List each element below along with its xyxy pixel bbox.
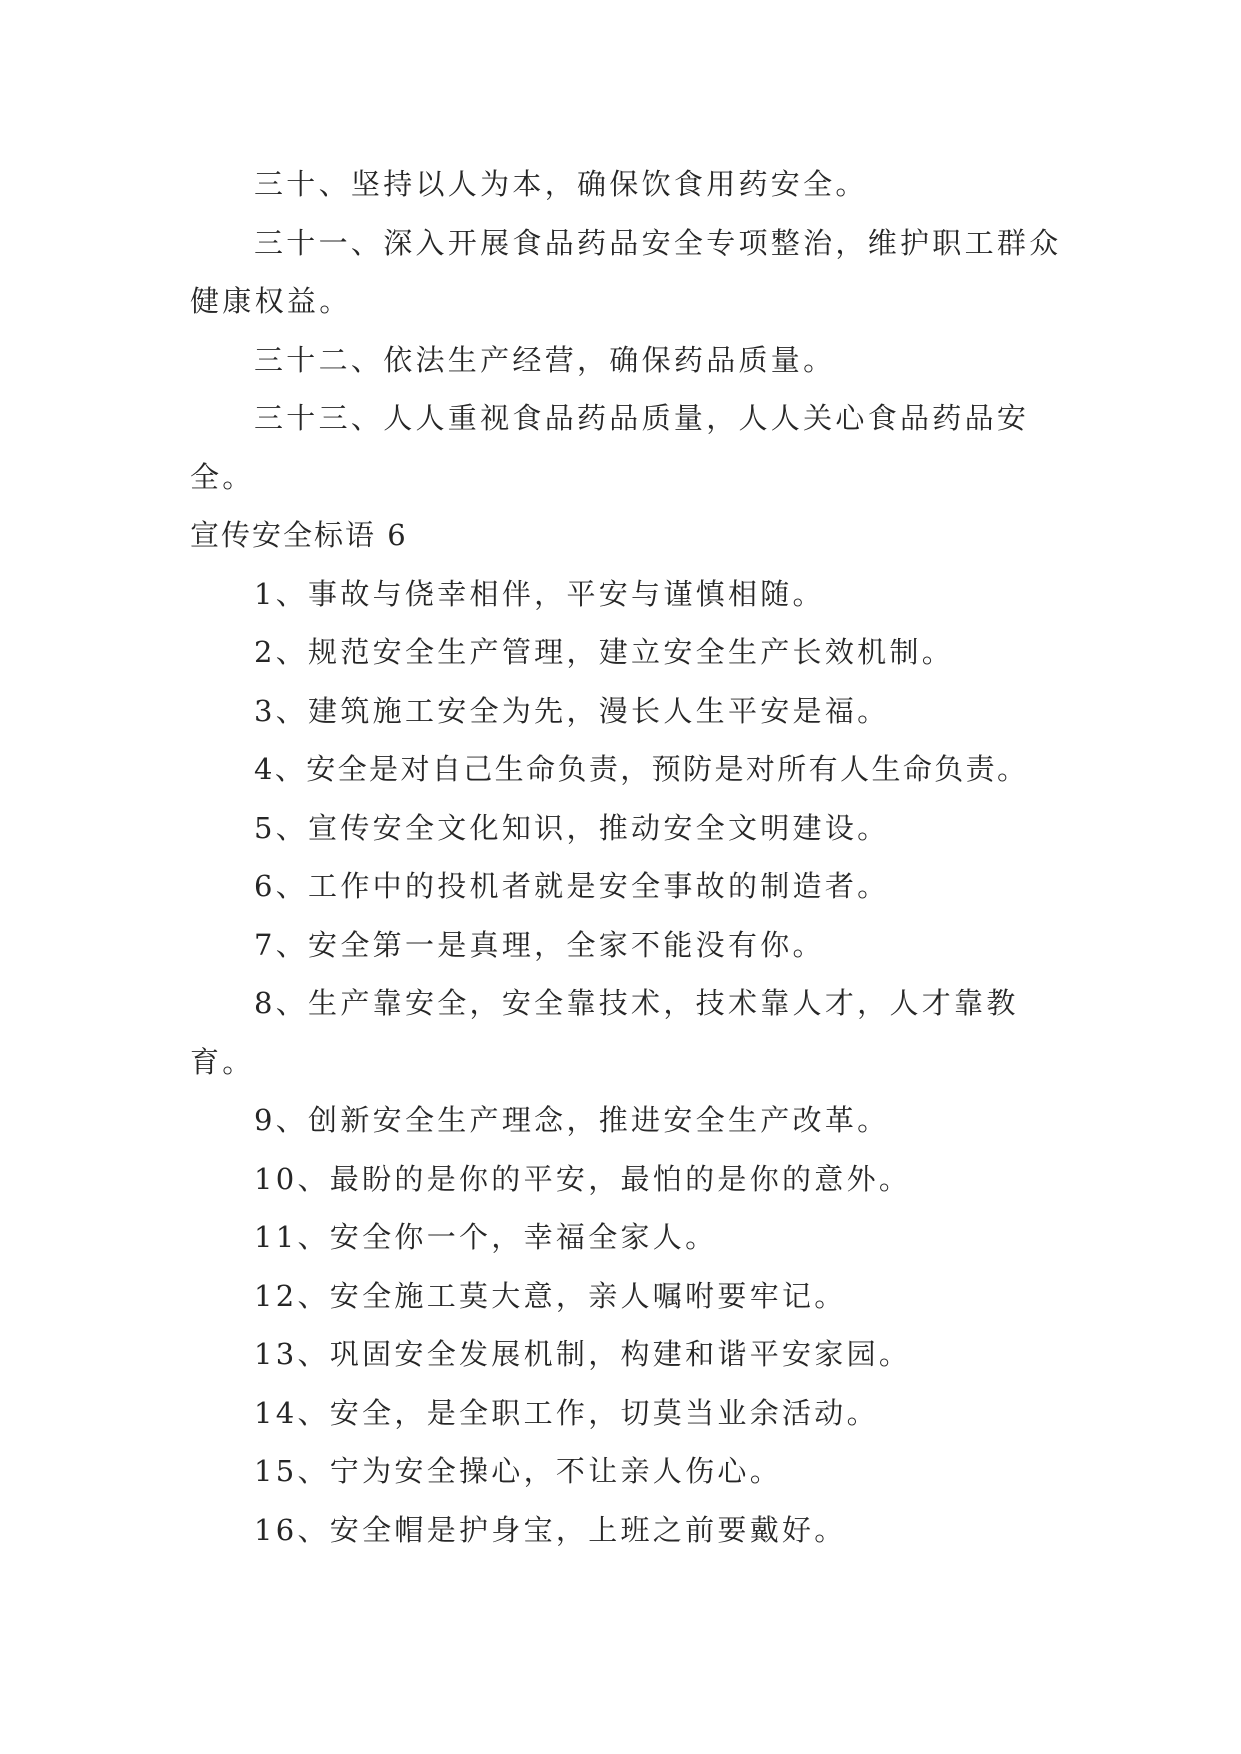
paragraph-31: 三十一、深入开展食品药品安全专项整治，维护职工群众健康权益。 [190, 225, 1062, 318]
paragraph-32: 三十二、依法生产经营，确保药品质量。 [254, 342, 836, 377]
paragraph-30: 三十、坚持以人为本，确保饮食用药安全。 [254, 167, 868, 201]
slogan-item-16: 16、安全帽是护身宝，上班之前要戴好。 [254, 1512, 847, 1547]
slogan-item-7: 7、安全第一是真理，全家不能没有你。 [254, 927, 825, 962]
slogan-item-3: 3、建筑施工安全为先，漫长人生平安是福。 [254, 693, 890, 728]
slogan-item-8: 8、生产靠安全，安全靠技术，技术靠人才，人才靠教育。 [190, 986, 1019, 1079]
slogan-item-4: 4、安全是对自己生命负责，预防是对所有人生命负责。 [254, 752, 1029, 786]
slogan-item-2: 2、规范安全生产管理，建立安全生产长效机制。 [254, 635, 955, 669]
paragraph-33: 三十三、人人重视食品药品质量，人人关心食品药品安全。 [190, 401, 1030, 494]
slogan-item-5: 5、宣传安全文化知识，推动安全文明建设。 [254, 810, 890, 845]
slogan-item-11: 11、安全你一个，幸福全家人。 [254, 1220, 718, 1254]
slogan-item-9: 9、创新安全生产理念，推进安全生产改革。 [254, 1103, 890, 1137]
slogan-item-6: 6、工作中的投机者就是安全事故的制造者。 [254, 869, 890, 903]
slogan-item-14: 14、安全，是全职工作，切莫当业余活动。 [254, 1395, 879, 1430]
slogan-item-1: 1、事故与侥幸相伴，平安与谨慎相随。 [254, 576, 825, 611]
slogan-item-10: 10、最盼的是你的平安，最怕的是你的意外。 [254, 1161, 912, 1196]
slogan-item-13: 13、巩固安全发展机制，构建和谐平安家园。 [254, 1337, 912, 1371]
slogan-item-12: 12、安全施工莫大意，亲人嘱咐要牢记。 [254, 1278, 847, 1313]
slogan-item-15: 15、宁为安全操心，不让亲人伤心。 [254, 1454, 783, 1488]
section-heading: 宣传安全标语 6 [190, 518, 408, 552]
document-body [190, 155, 1070, 1559]
